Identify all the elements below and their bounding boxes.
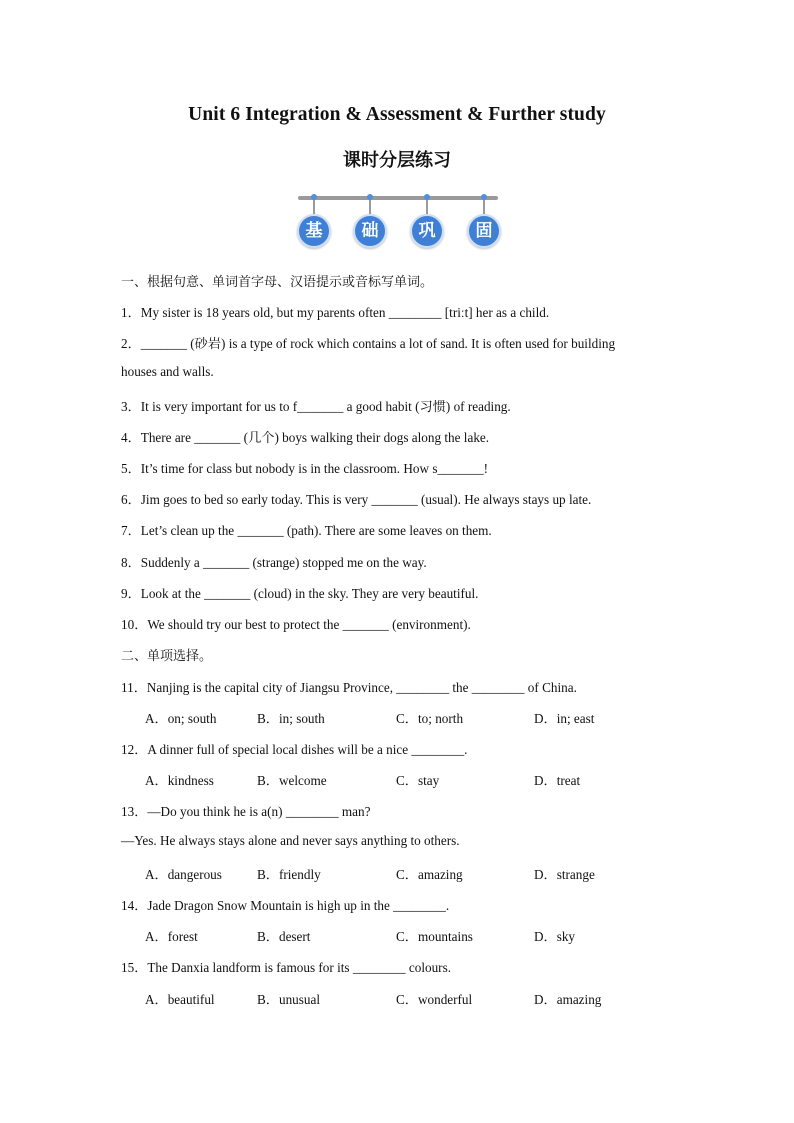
section1-heading: 一、根据句意、单词首字母、汉语提示或音标写单词。: [121, 275, 434, 290]
option-row: [145, 864, 705, 882]
banner-dot: [367, 194, 373, 200]
page-title: Unit 6 Integration & Assessment & Further study: [188, 104, 606, 125]
option-row: [145, 708, 705, 726]
exercise-line: 5．It’s time for class but nobody is in the classroom. How s_______!: [121, 461, 489, 476]
option-d: D．strange: [534, 867, 595, 882]
question-stem: 11．Nanjing is the capital city of Jiangsu Province, ________ the ________ of China.: [121, 680, 577, 695]
option-b: B．unusual: [257, 992, 321, 1007]
section2-heading: 二、单项选择。: [121, 649, 213, 664]
option-c: C．wonderful: [396, 992, 473, 1007]
exercise-line: 8．Suddenly a _______ (strange) stopped me on the way.: [121, 555, 427, 570]
option-b: B．friendly: [257, 867, 321, 882]
banner-dot: [481, 194, 487, 200]
question-stem-reply: —Yes. He always stays alone and never says anything to others.: [121, 833, 460, 848]
banner-stem: [369, 198, 371, 214]
option-row: [145, 989, 705, 1007]
question-stem: 15．The Danxia landform is famous for its ________ colours.: [121, 960, 451, 975]
option-a: A．kindness: [145, 773, 214, 788]
option-c: C．mountains: [396, 929, 473, 944]
option-b: B．welcome: [257, 773, 327, 788]
banner-stem: [483, 198, 485, 214]
exercise-line: 9．Look at the _______ (cloud) in the sky. They are very beautiful.: [121, 586, 479, 601]
banner-dot: [311, 194, 317, 200]
exercise-line: 6．Jim goes to bed so early today. This is very _______ (usual). He always stays up late.: [121, 492, 592, 507]
option-c: C．stay: [396, 773, 440, 788]
option-b: B．desert: [257, 929, 311, 944]
option-b: B．in; south: [257, 711, 325, 726]
banner-badge-gu: 固: [467, 214, 501, 248]
banner-badge-gong: 巩: [410, 214, 444, 248]
banner-badge-ji: 基: [297, 214, 331, 248]
option-c: C．amazing: [396, 867, 463, 882]
banner-stem: [426, 198, 428, 214]
banner-badge-chu: 础: [353, 214, 387, 248]
option-d: D．treat: [534, 773, 581, 788]
option-d: D．sky: [534, 929, 576, 944]
exercise-line: 10．We should try our best to protect the _______ (environment).: [121, 617, 471, 632]
option-a: A．dangerous: [145, 867, 222, 882]
option-a: A．forest: [145, 929, 198, 944]
banner-bar: [298, 196, 498, 200]
banner-stem: [313, 198, 315, 214]
option-c: C．to; north: [396, 711, 464, 726]
exercise-line: 3．It is very important for us to f_______ a good habit (习惯) of reading.: [121, 399, 511, 414]
section-banner: [296, 194, 502, 250]
option-a: A．beautiful: [145, 992, 215, 1007]
question-stem: 12．A dinner full of special local dishes will be a nice ________.: [121, 742, 468, 757]
option-a: A．on; south: [145, 711, 217, 726]
question-stem: 14．Jade Dragon Snow Mountain is high up in the ________.: [121, 898, 450, 913]
page-subtitle: 课时分层练习: [343, 150, 451, 171]
exercise-line: 4．There are _______ (几个) boys walking their dogs along the lake.: [121, 430, 490, 445]
option-d: D．in; east: [534, 711, 595, 726]
banner-dot: [424, 194, 430, 200]
option-row: [145, 926, 705, 944]
option-d: D．amazing: [534, 992, 602, 1007]
exercise-line: 2．_______ (砂岩) is a type of rock which contains a lot of sand. It is often used for building: [121, 336, 616, 351]
option-row: [145, 770, 705, 788]
exercise-line: 1．My sister is 18 years old, but my parents often ________ [triːt] her as a child.: [121, 305, 550, 320]
exercise-line: houses and walls.: [121, 364, 214, 379]
exercise-line: 7．Let’s clean up the _______ (path). There are some leaves on them.: [121, 523, 492, 538]
question-stem: 13．—Do you think he is a(n) ________ man?: [121, 804, 371, 819]
